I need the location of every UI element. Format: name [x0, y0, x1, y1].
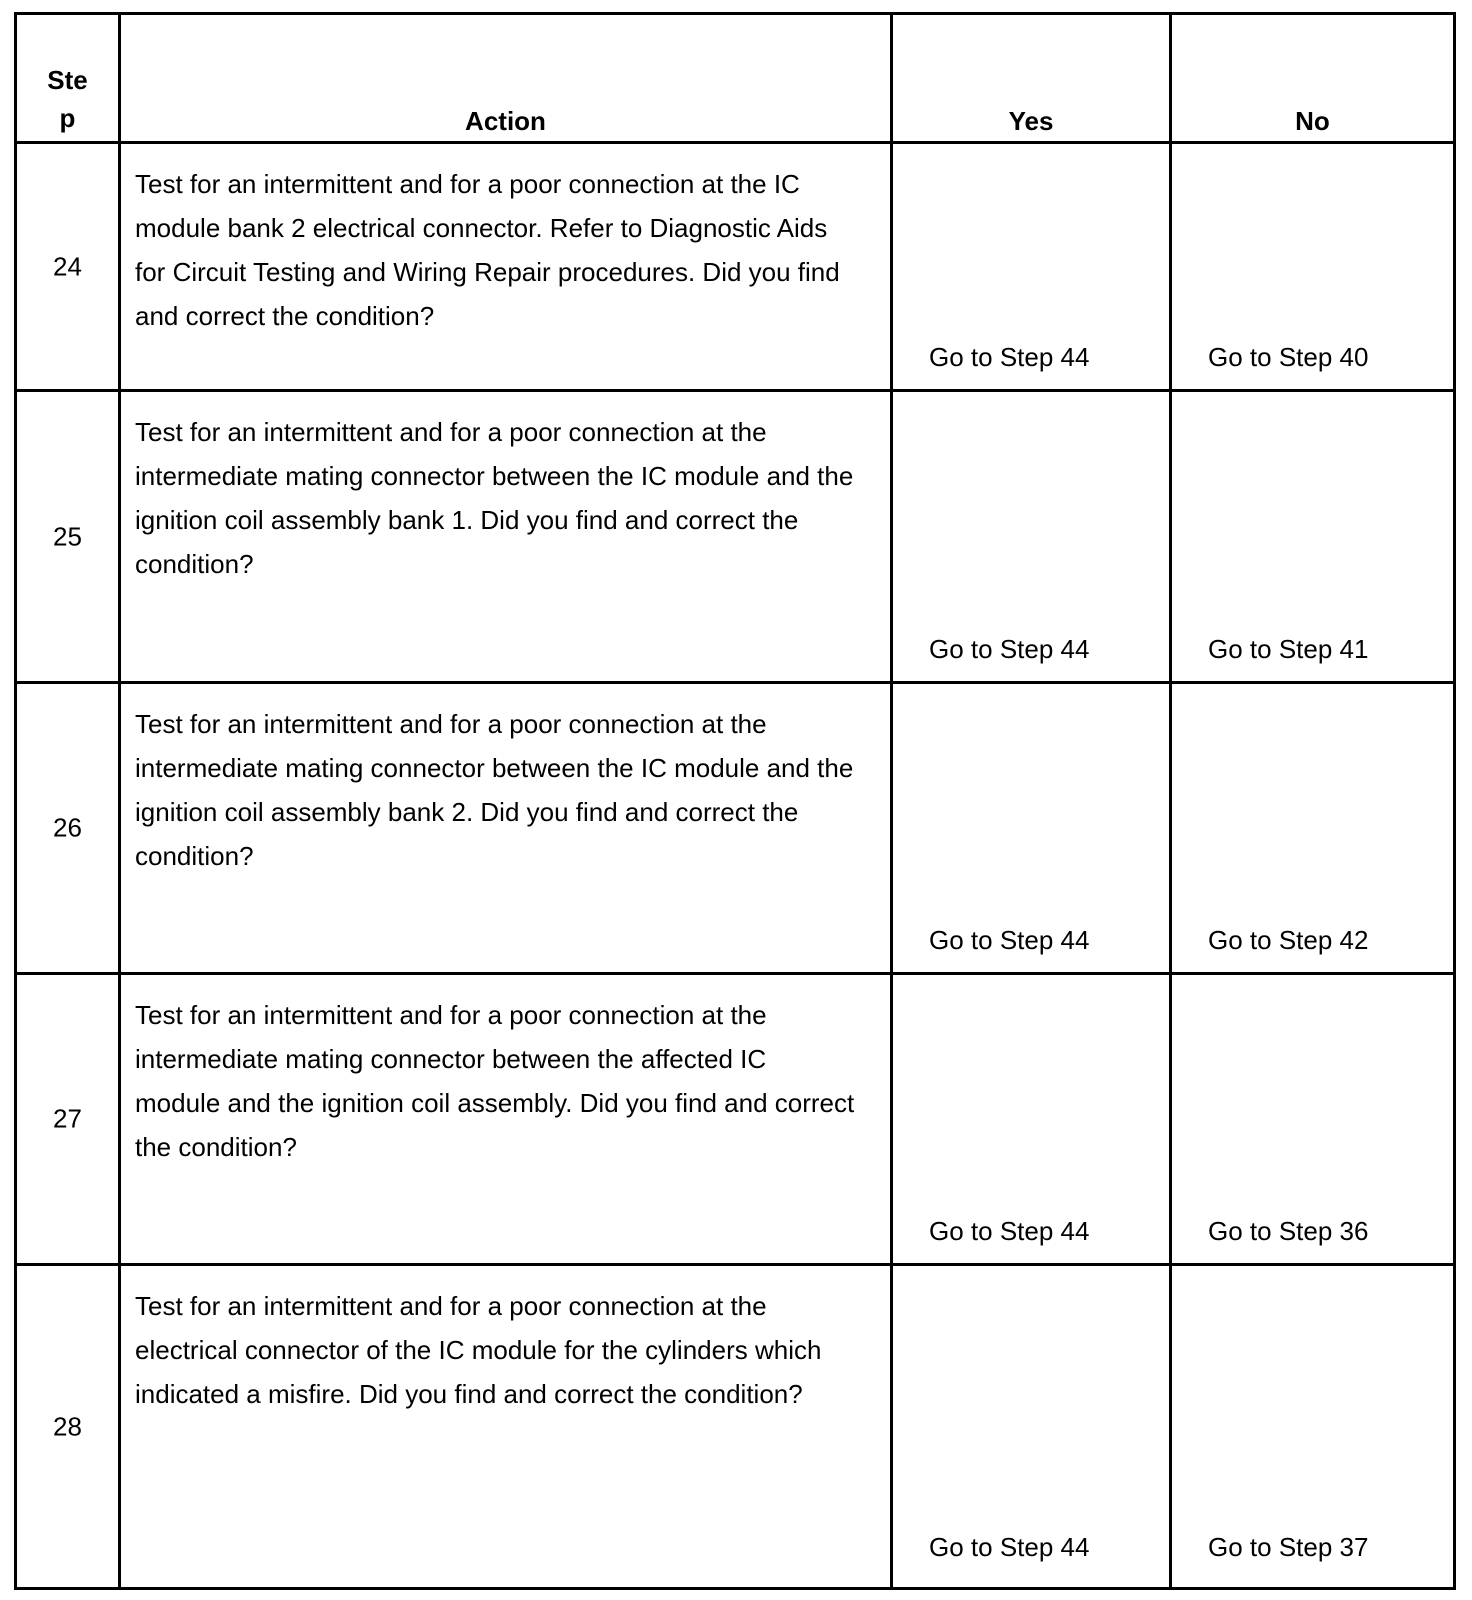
yes-goto: Go to Step 44 [929, 1216, 1090, 1246]
yes-cell [893, 392, 1172, 681]
step-number: 28 [53, 1411, 82, 1441]
no-cell [1172, 1266, 1453, 1587]
yes-goto: Go to Step 44 [929, 634, 1090, 664]
step-number: 26 [53, 812, 82, 843]
table-row [17, 1266, 1453, 1587]
no-goto: Go to Step 36 [1208, 1216, 1369, 1246]
header-yes-cell [893, 15, 1172, 141]
action-cell [121, 684, 893, 972]
header-action-cell [121, 15, 893, 141]
step-number: 24 [53, 251, 82, 281]
header-step: Step [47, 65, 88, 133]
header-yes: Yes [1008, 106, 1054, 136]
header-row [17, 15, 1453, 144]
action-text: Test for an intermittent and for a poor connection at the IC module bank 2 electrical connector. Refer to Diagnostic Aids for Circuit Testing and Wiring Repair procedures. Did you find and correct the condition? [135, 169, 840, 331]
table-row [17, 392, 1453, 684]
yes-cell [893, 975, 1172, 1263]
header-no-cell [1172, 15, 1453, 141]
action-cell [121, 144, 893, 389]
yes-cell [893, 684, 1172, 972]
no-cell [1172, 684, 1453, 972]
step-cell [17, 975, 121, 1263]
step-cell [17, 1266, 121, 1587]
yes-goto: Go to Step 44 [929, 1532, 1090, 1562]
table-row [17, 975, 1453, 1266]
action-cell [121, 392, 893, 681]
step-cell [17, 144, 121, 389]
yes-cell [893, 1266, 1172, 1587]
no-goto: Go to Step 41 [1208, 634, 1369, 664]
action-text: Test for an intermittent and for a poor connection at the electrical connector of the IC module for the cylinders which indicated a misfire. Did you find and correct the condition? [135, 1291, 822, 1409]
no-cell [1172, 975, 1453, 1263]
no-cell [1172, 144, 1453, 389]
header-step-cell [17, 15, 121, 141]
action-cell [121, 975, 893, 1263]
action-text: Test for an intermittent and for a poor connection at the intermediate mating connector between the IC module and the ignition coil assembly bank 1. Did you find and correct the condition? [135, 417, 854, 579]
table-row [17, 144, 1453, 392]
no-goto: Go to Step 40 [1208, 342, 1369, 372]
yes-goto: Go to Step 44 [929, 342, 1090, 372]
diagnostic-table [14, 12, 1456, 1590]
table-row [17, 684, 1453, 975]
header-action: Action [465, 106, 546, 136]
no-goto: Go to Step 42 [1208, 925, 1369, 955]
yes-goto: Go to Step 44 [929, 925, 1090, 955]
no-cell [1172, 392, 1453, 681]
action-cell [121, 1266, 893, 1587]
no-goto: Go to Step 37 [1208, 1532, 1369, 1562]
yes-cell [893, 144, 1172, 389]
action-text: Test for an intermittent and for a poor connection at the intermediate mating connector between the affected IC module and the ignition coil assembly. Did you find and correct the condition? [135, 1000, 855, 1162]
step-cell [17, 684, 121, 972]
step-number: 25 [53, 521, 82, 551]
header-no: No [1295, 106, 1330, 136]
action-text: Test for an intermittent and for a poor connection at the intermediate mating connector between the IC module and the ignition coil assembly bank 2. Did you find and correct the condition? [135, 709, 854, 871]
step-number: 27 [53, 1103, 82, 1134]
step-cell [17, 392, 121, 681]
